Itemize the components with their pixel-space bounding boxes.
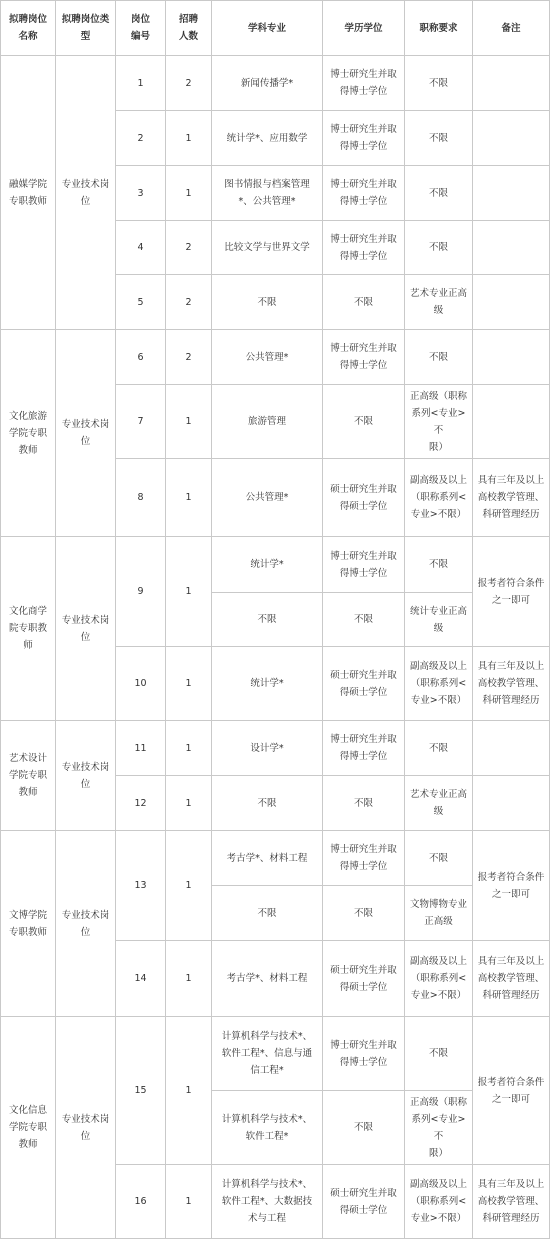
major-cell: 设计学* [212, 721, 323, 776]
major-cell: 图书情报与档案管理 *、公共管理* [212, 166, 323, 221]
major-cell: 计算机科学与技术*、 软件工程*、大数据技 术与工程 [212, 1165, 323, 1239]
note-cell [473, 275, 550, 330]
count-cell: 1 [166, 385, 212, 459]
title-requirement-cell: 不限 [405, 537, 473, 593]
note-cell [473, 111, 550, 166]
title-requirement-cell: 文物博物专业 正高级 [405, 886, 473, 941]
title-requirement-cell: 正高级（职称 系列<专业>不 限） [405, 385, 473, 459]
count-cell: 1 [166, 537, 212, 647]
degree-cell: 博士研究生并取 得博士学位 [323, 831, 405, 886]
note-cell [473, 330, 550, 385]
post-number-cell: 15 [116, 1017, 166, 1165]
major-cell: 公共管理* [212, 330, 323, 385]
major-cell: 不限 [212, 886, 323, 941]
title-requirement-cell: 统计专业正高 级 [405, 593, 473, 647]
major-cell: 不限 [212, 593, 323, 647]
degree-cell: 硕士研究生并取 得硕士学位 [323, 459, 405, 537]
note-cell: 报考者符合条件 之一即可 [473, 831, 550, 941]
type-cell: 专业技术岗 位 [56, 537, 116, 721]
title-requirement-cell: 艺术专业正高 级 [405, 275, 473, 330]
post-number-cell: 14 [116, 941, 166, 1017]
title-requirement-cell: 副高级及以上 （职称系列< 专业>不限） [405, 647, 473, 721]
major-cell: 不限 [212, 275, 323, 330]
major-cell: 统计学* [212, 647, 323, 721]
major-cell: 考古学*、材料工程 [212, 941, 323, 1017]
major-cell: 新闻传播学* [212, 56, 323, 111]
note-cell: 报考者符合条件 之一即可 [473, 1017, 550, 1165]
count-cell: 2 [166, 56, 212, 111]
degree-cell: 硕士研究生并取 得硕士学位 [323, 1165, 405, 1239]
header-note: 备注 [473, 1, 550, 56]
note-cell [473, 385, 550, 459]
table-row [1, 330, 550, 385]
type-cell: 专业技术岗 位 [56, 721, 116, 831]
title-requirement-cell: 不限 [405, 221, 473, 275]
title-requirement-cell: 不限 [405, 111, 473, 166]
note-cell [473, 166, 550, 221]
header-unit: 拟聘岗位 名称 [1, 1, 56, 56]
header-major: 学科专业 [212, 1, 323, 56]
major-cell: 统计学* [212, 537, 323, 593]
table-row [1, 537, 550, 593]
post-number-cell: 8 [116, 459, 166, 537]
note-cell: 报考者符合条件 之一即可 [473, 537, 550, 647]
title-requirement-cell: 副高级及以上 （职称系列< 专业>不限） [405, 1165, 473, 1239]
note-cell: 具有三年及以上 高校教学管理、 科研管理经历 [473, 941, 550, 1017]
post-number-cell: 9 [116, 537, 166, 647]
degree-cell: 硕士研究生并取 得硕士学位 [323, 941, 405, 1017]
title-requirement-cell: 艺术专业正高 级 [405, 776, 473, 831]
degree-cell: 博士研究生并取 得博士学位 [323, 721, 405, 776]
note-cell [473, 56, 550, 111]
unit-cell: 艺术设计 学院专职 教师 [1, 721, 56, 831]
post-number-cell: 6 [116, 330, 166, 385]
count-cell: 1 [166, 459, 212, 537]
post-number-cell: 11 [116, 721, 166, 776]
header-post-number: 岗位 编号 [116, 1, 166, 56]
degree-cell: 不限 [323, 776, 405, 831]
title-requirement-cell: 不限 [405, 831, 473, 886]
major-cell: 公共管理* [212, 459, 323, 537]
major-cell: 计算机科学与技术*、 软件工程*、信息与通 信工程* [212, 1017, 323, 1091]
degree-cell: 博士研究生并取 得博士学位 [323, 1017, 405, 1091]
major-cell: 计算机科学与技术*、 软件工程* [212, 1091, 323, 1165]
table-row [1, 721, 550, 776]
header-degree: 学历学位 [323, 1, 405, 56]
note-cell [473, 221, 550, 275]
unit-cell: 融媒学院 专职教师 [1, 56, 56, 330]
note-cell [473, 776, 550, 831]
major-cell: 考古学*、材料工程 [212, 831, 323, 886]
type-cell: 专业技术岗 位 [56, 330, 116, 537]
unit-cell: 文博学院 专职教师 [1, 831, 56, 1017]
degree-cell: 不限 [323, 275, 405, 330]
type-cell: 专业技术岗 位 [56, 831, 116, 1017]
degree-cell: 博士研究生并取 得博士学位 [323, 166, 405, 221]
degree-cell: 博士研究生并取 得博士学位 [323, 537, 405, 593]
count-cell: 1 [166, 111, 212, 166]
post-number-cell: 3 [116, 166, 166, 221]
degree-cell: 不限 [323, 385, 405, 459]
note-cell [473, 721, 550, 776]
post-number-cell: 16 [116, 1165, 166, 1239]
table-row [1, 56, 550, 111]
note-cell: 具有三年及以上 高校教学管理、 科研管理经历 [473, 647, 550, 721]
count-cell: 1 [166, 721, 212, 776]
degree-cell: 不限 [323, 886, 405, 941]
count-cell: 2 [166, 221, 212, 275]
count-cell: 2 [166, 330, 212, 385]
degree-cell: 不限 [323, 593, 405, 647]
post-number-cell: 1 [116, 56, 166, 111]
header-type: 拟聘岗位类 型 [56, 1, 116, 56]
title-requirement-cell: 不限 [405, 56, 473, 111]
count-cell: 1 [166, 831, 212, 941]
post-number-cell: 7 [116, 385, 166, 459]
degree-cell: 硕士研究生并取 得硕士学位 [323, 647, 405, 721]
unit-cell: 文化信息 学院专职 教师 [1, 1017, 56, 1239]
title-requirement-cell: 正高级（职称 系列<专业>不 限） [405, 1091, 473, 1165]
post-number-cell: 4 [116, 221, 166, 275]
count-cell: 1 [166, 1017, 212, 1165]
note-cell: 具有三年及以上 高校教学管理、 科研管理经历 [473, 1165, 550, 1239]
post-number-cell: 2 [116, 111, 166, 166]
title-requirement-cell: 不限 [405, 166, 473, 221]
unit-cell: 文化商学 院专职教 师 [1, 537, 56, 721]
post-number-cell: 13 [116, 831, 166, 941]
title-requirement-cell: 不限 [405, 1017, 473, 1091]
count-cell: 2 [166, 275, 212, 330]
degree-cell: 博士研究生并取 得博士学位 [323, 111, 405, 166]
post-number-cell: 10 [116, 647, 166, 721]
post-number-cell: 5 [116, 275, 166, 330]
degree-cell: 博士研究生并取 得博士学位 [323, 221, 405, 275]
degree-cell: 不限 [323, 1091, 405, 1165]
degree-cell: 博士研究生并取 得博士学位 [323, 56, 405, 111]
title-requirement-cell: 不限 [405, 330, 473, 385]
title-requirement-cell: 不限 [405, 721, 473, 776]
major-cell: 旅游管理 [212, 385, 323, 459]
table-row [1, 831, 550, 886]
count-cell: 1 [166, 1165, 212, 1239]
count-cell: 1 [166, 647, 212, 721]
note-cell: 具有三年及以上 高校教学管理、 科研管理经历 [473, 459, 550, 537]
count-cell: 1 [166, 941, 212, 1017]
table-row [1, 1017, 550, 1091]
degree-cell: 博士研究生并取 得博士学位 [323, 330, 405, 385]
count-cell: 1 [166, 776, 212, 831]
count-cell: 1 [166, 166, 212, 221]
unit-cell: 文化旅游 学院专职 教师 [1, 330, 56, 537]
header-count: 招聘 人数 [166, 1, 212, 56]
major-cell: 比较文学与世界文学 [212, 221, 323, 275]
title-requirement-cell: 副高级及以上 （职称系列< 专业>不限） [405, 459, 473, 537]
major-cell: 统计学*、应用数学 [212, 111, 323, 166]
title-requirement-cell: 副高级及以上 （职称系列< 专业>不限） [405, 941, 473, 1017]
table-header-row [1, 1, 550, 56]
type-cell: 专业技术岗 位 [56, 1017, 116, 1239]
type-cell: 专业技术岗 位 [56, 56, 116, 330]
post-number-cell: 12 [116, 776, 166, 831]
header-title-requirement: 职称要求 [405, 1, 473, 56]
major-cell: 不限 [212, 776, 323, 831]
